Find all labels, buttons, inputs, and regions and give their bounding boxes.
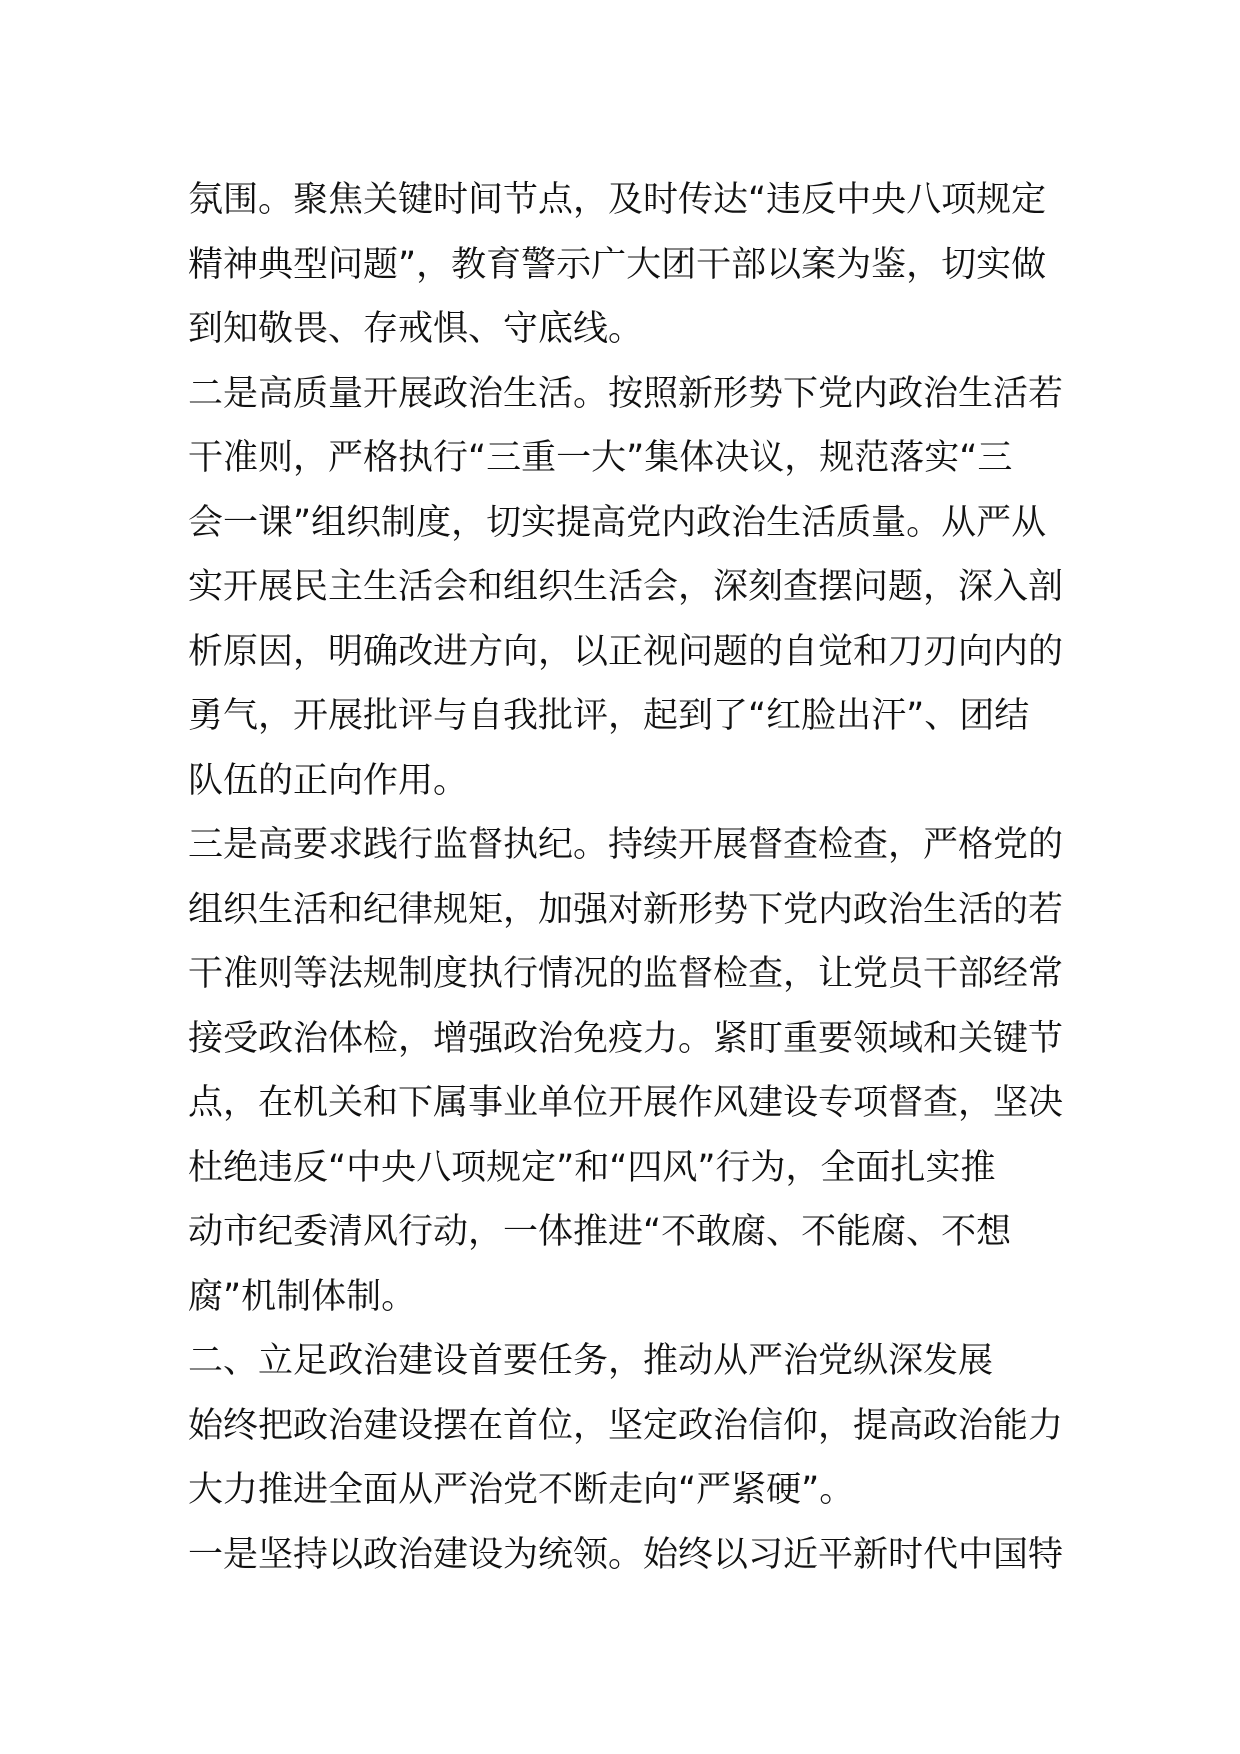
text-line: 点，在机关和下属事业单位开展作风建设专项督查，坚决 <box>188 1083 1064 1123</box>
text-line: 组织生活和纪律规矩，加强对新形势下党内政治生活的若 <box>188 889 1064 930</box>
text-line: 析原因，明确改进方向，以正视问题的自觉和刀刃向内的 <box>188 631 1064 672</box>
text-line: 一是坚持以政治建设为统领。始终以习近平新时代中国特 <box>188 1534 1064 1575</box>
text-line: 实开展民主生活会和组织生活会，深刻查摆问题，深入剖 <box>188 567 1064 607</box>
text-line: 干准则，严格执行“三重一大”集体决议，规范落实“三 <box>188 438 1013 478</box>
text-line: 动市纪委清风行动，一体推进“不敢腐、不能腐、不想 <box>188 1212 1012 1252</box>
text-line: 杜绝违反“中央八项规定”和“四风”行为，全面扎实推 <box>188 1147 996 1188</box>
text-line: 到知敬畏、存戒惧、守底线。 <box>188 309 644 349</box>
text-line: 腐”机制体制。 <box>188 1276 417 1317</box>
text-line: 干准则等法规制度执行情况的监督检查，让党员干部经常 <box>188 954 1064 994</box>
section-heading: 二、立足政治建设首要任务，推动从严治党纵深发展 <box>188 1341 994 1381</box>
text-line: 精神典型问题”，教育警示广大团干部以案为鉴，切实做 <box>188 244 1047 285</box>
text-line: 始终把政治建设摆在首位，坚定政治信仰，提高政治能力 <box>188 1405 1064 1446</box>
text-line: 会一课”组织制度，切实提高党内政治生活质量。从严从 <box>188 502 1047 543</box>
text-line: 队伍的正向作用。 <box>188 760 469 801</box>
text-line: 勇气，开展批评与自我批评，起到了“红脸出汗”、团结 <box>188 696 1030 736</box>
text-line: 接受政治体检，增强政治免疫力。紧盯重要领域和关键节 <box>188 1018 1064 1059</box>
text-line: 二是高质量开展政治生活。按照新形势下党内政治生活若 <box>188 373 1064 414</box>
text-line: 大力推进全面从严治党不断走向“严紧硬”。 <box>188 1470 855 1510</box>
document-body <box>188 168 1068 1587</box>
text-line: 氛围。聚焦关键时间节点，及时传达“违反中央八项规定 <box>188 180 1047 220</box>
text-line: 三是高要求践行监督执纪。持续开展督查检查，严格党的 <box>188 825 1064 865</box>
